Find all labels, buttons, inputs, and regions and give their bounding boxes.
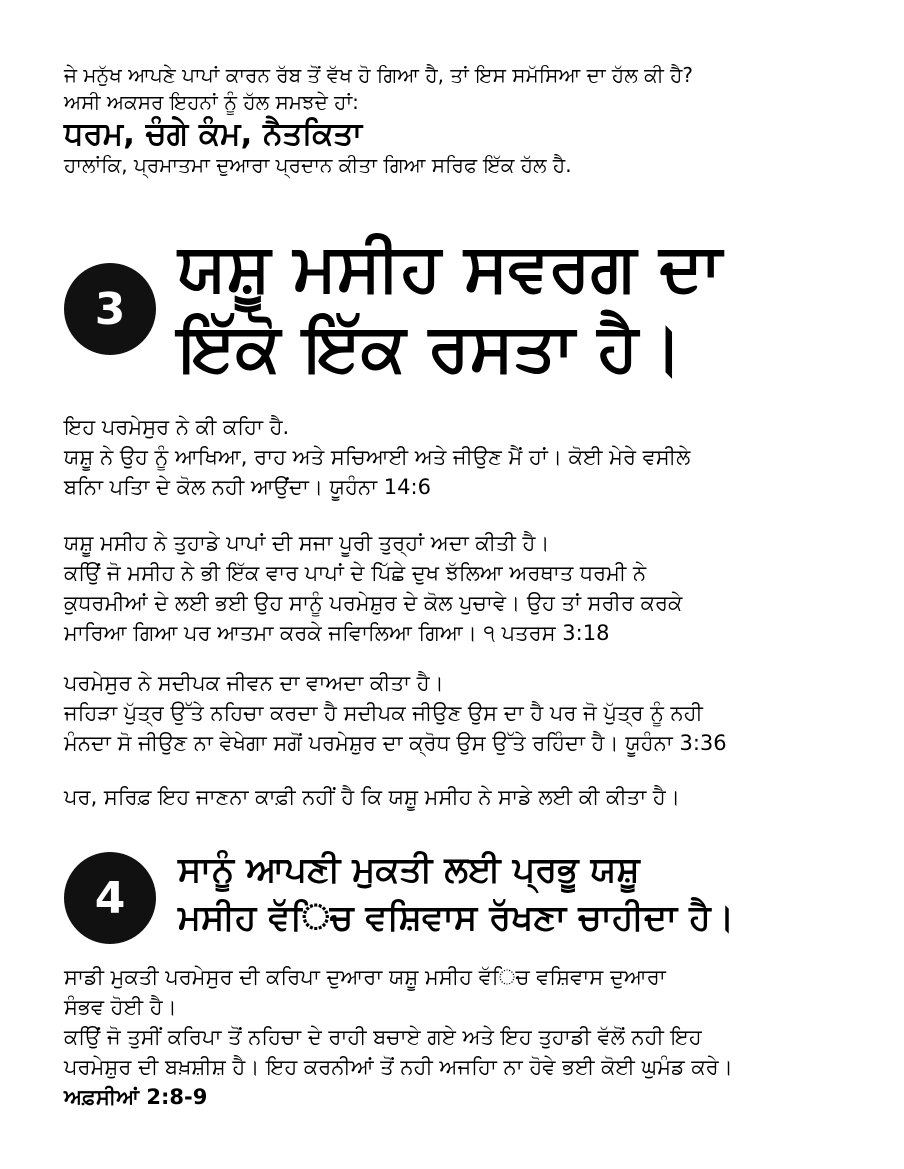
section4-title: [178, 846, 734, 942]
section3-paragraph-4: [64, 782, 854, 812]
intro-usually: ਅਸੀ ਅਕਸਰ ਇਹਨਾਂ ਨੂੰ ਹੱਲ ਸਮਝਦੇ ਹਾਂ:: [64, 90, 359, 114]
section4-title-line2: ਮਸੀਹ ਵੱਿਚ ਵਸ਼ਿਵਾਸ ਰੱਖਣਾ ਚਾਹੀਦਾ ਹੈ।: [178, 898, 735, 938]
section3-title-line2: ਇੱਕੋ ਇੱਕ ਰਸਤਾ ਹੈ।: [178, 309, 683, 386]
intro-block: [64, 62, 854, 179]
paragraph-line: ਪਰਮੇਸੁਰ ਨੇ ਸਦੀਪਕ ਜੀਵਨ ਦਾ ਵਾਅਦਾ ਕੀਤਾ ਹੈ।: [64, 671, 444, 695]
intro-heading: ਧਰਮ, ਚੰਗੇ ਕੰਮ, ਨੈਤਕਿਤਾ: [64, 116, 363, 152]
section3-paragraph-3: [64, 668, 854, 758]
paragraph-line: ਕਉਿਂ ਜੋ ਤੁਸੀਂ ਕਰਿਪਾ ਤੋਂ ਨਹਿਚਾ ਦੇ ਰਾਹੀ ਬਚਾਏ ਗਏ ਅਤੇ ਇਹ ਤੁਹਾਡੀ ਵੱਲੋਂ ਨਹੀ ਇਹ: [64, 1025, 702, 1049]
paragraph-line: ਸਾਡੀ ਮੁਕਤੀ ਪਰਮੇਸੁਰ ਦੀ ਕਰਿਪਾ ਦੁਆਰਾ ਯਸ਼ੂ ਮਸੀਹ ਵੱਿਚ ਵਸ਼ਿਵਾਸ ਦੁਆਰਾ: [64, 965, 666, 989]
section4-paragraph-1: [64, 962, 854, 1112]
intro-question: ਜੇ ਮਨੁੱਖ ਆਪਣੇ ਪਾਪਾਂ ਕਾਰਨ ਰੱਬ ਤੋਂ ਵੱਖ ਹੋ ਗਿਆ ਹੈ, ਤਾਂ ਇਸ ਸਮੱਸਿਆ ਦਾ ਹੱਲ ਕੀ ਹੈ?: [64, 63, 693, 87]
scripture-reference-line: ਮੰਨਦਾ ਸੋ ਜੀਉਣ ਨਾ ਵੇਖੇਗਾ ਸਗੋਂ ਪਰਮੇਸ਼ੁਰ ਦਾ ਕ੍ਰੋਧ ਉਸ ਉੱਤੇ ਰਹਿੰਦਾ ਹੈ। ਯੂਹੰਨਾ 3:36: [64, 731, 727, 755]
step-number-4: 4: [94, 872, 126, 924]
section4-title-line1: ਸਾਨੂੰ ਆਪਣੀ ਮੁਕਤੀ ਲਈ ਪ੍ਰਭੂ ਯਸ਼ੂ: [178, 850, 640, 890]
section3-paragraph-1: [64, 412, 854, 502]
paragraph-line: ਕਉਿਂ ਜੋ ਮਸੀਹ ਨੇ ਭੀ ਇੱਕ ਵਾਰ ਪਾਪਾਂ ਦੇ ਪਿੱਛੇ ਦੁਖ ਝੱਲਿਆ ਅਰਥਾਤ ਧਰਮੀ ਨੇ: [64, 561, 647, 585]
paragraph-line: ਕੁਧਰਮੀਆਂ ਦੇ ਲਈ ਭਈ ਉਹ ਸਾਨੂੰ ਪਰਮੇਸ਼ੁਰ ਦੇ ਕੋਲ ਪੁਚਾਵੇ। ਉਹ ਤਾਂ ਸਰੀਰ ਕਰਕੇ: [64, 591, 683, 615]
scripture-reference-line: ਅਫ਼ਸੀਆਂ 2:8-9: [64, 1085, 208, 1109]
section3-paragraph-2: [64, 528, 854, 648]
step-number-badge-4: [64, 852, 156, 944]
intro-however: ਹਾਲਾਂਕਿ, ਪ੍ਰਮਾਤਮਾ ਦੁਆਰਾ ਪ੍ਰਦਾਨ ਕੀਤਾ ਗਿਆ ਸਰਿਫ ਇੱਕ ਹੱਲ ਹੈ.: [64, 153, 572, 177]
paragraph-line: ਪਰਮੇਸ਼ੁਰ ਦੀ ਬਖ਼ਸ਼ੀਸ਼ ਹੈ। ਇਹ ਕਰਨੀਆਂ ਤੋਂ ਨਹੀ ਅਜਹਿਾ ਨਾ ਹੋਵੇ ਭਈ ਕੋਈ ਘੁਮੰਡ ਕਰੇ।: [64, 1055, 733, 1079]
paragraph-line: ਸੰਭਵ ਹੋਈ ਹੈ।: [64, 995, 177, 1019]
step-number-3: 3: [94, 283, 126, 335]
section3-title-line1: ਯਸ਼ੂ ਮਸੀਹ ਸਵਰਗ ਦਾ: [178, 229, 722, 306]
paragraph-line: ਯਸ਼ੂ ਨੇ ਉਹ ਨੂੰ ਆਖਿਆ, ਰਾਹ ਅਤੇ ਸਚਿਆਈ ਅਤੇ ਜੀਉਣ ਮੈਂ ਹਾਂ। ਕੋਈ ਮੇਰੇ ਵਸੀਲੇ: [64, 445, 691, 469]
scripture-reference-line: ਮਾਰਿਆ ਗਿਆ ਪਰ ਆਤਮਾ ਕਰਕੇ ਜਵਾਿਲਿਆ ਗਿਆ। ੧ ਪਤਰਸ 3:18: [64, 621, 610, 645]
section3-title: [178, 228, 722, 388]
step-number-badge-3: [64, 263, 156, 355]
paragraph-line: ਇਹ ਪਰਮੇਸੁਰ ਨੇ ਕੀ ਕਹਿਾ ਹੈ.: [64, 415, 290, 439]
paragraph-line: ਜਹਿੜਾ ਪੁੱਤ੍ਰ ਉੱਤੇ ਨਹਿਚਾ ਕਰਦਾ ਹੈ ਸਦੀਪਕ ਜੀਉਣ ਉਸ ਦਾ ਹੈ ਪਰ ਜੋ ਪੁੱਤ੍ਰ ਨੂੰ ਨਹੀ: [64, 701, 703, 725]
scripture-reference-line: ਬਨਿਾ ਪਤਿਾ ਦੇ ਕੋਲ ਨਹੀ ਆਉਂਦਾ। ਯੂਹੰਨਾ 14:6: [64, 475, 431, 499]
paragraph-line: ਯਸ਼ੂ ਮਸੀਹ ਨੇ ਤੁਹਾਡੇ ਪਾਪਾਂ ਦੀ ਸਜਾ ਪੂਰੀ ਤੁਰ੍ਹਾਂ ਅਦਾ ਕੀਤੀ ਹੈ।: [64, 531, 550, 555]
paragraph-line: ਪਰ, ਸਰਿਫ਼ ਇਹ ਜਾਣਨਾ ਕਾਫ਼ੀ ਨਹੀਂ ਹੈ ਕਿ ਯਸ਼ੂ ਮਸੀਹ ਨੇ ਸਾਡੇ ਲਈ ਕੀ ਕੀਤਾ ਹੈ।: [64, 785, 680, 809]
